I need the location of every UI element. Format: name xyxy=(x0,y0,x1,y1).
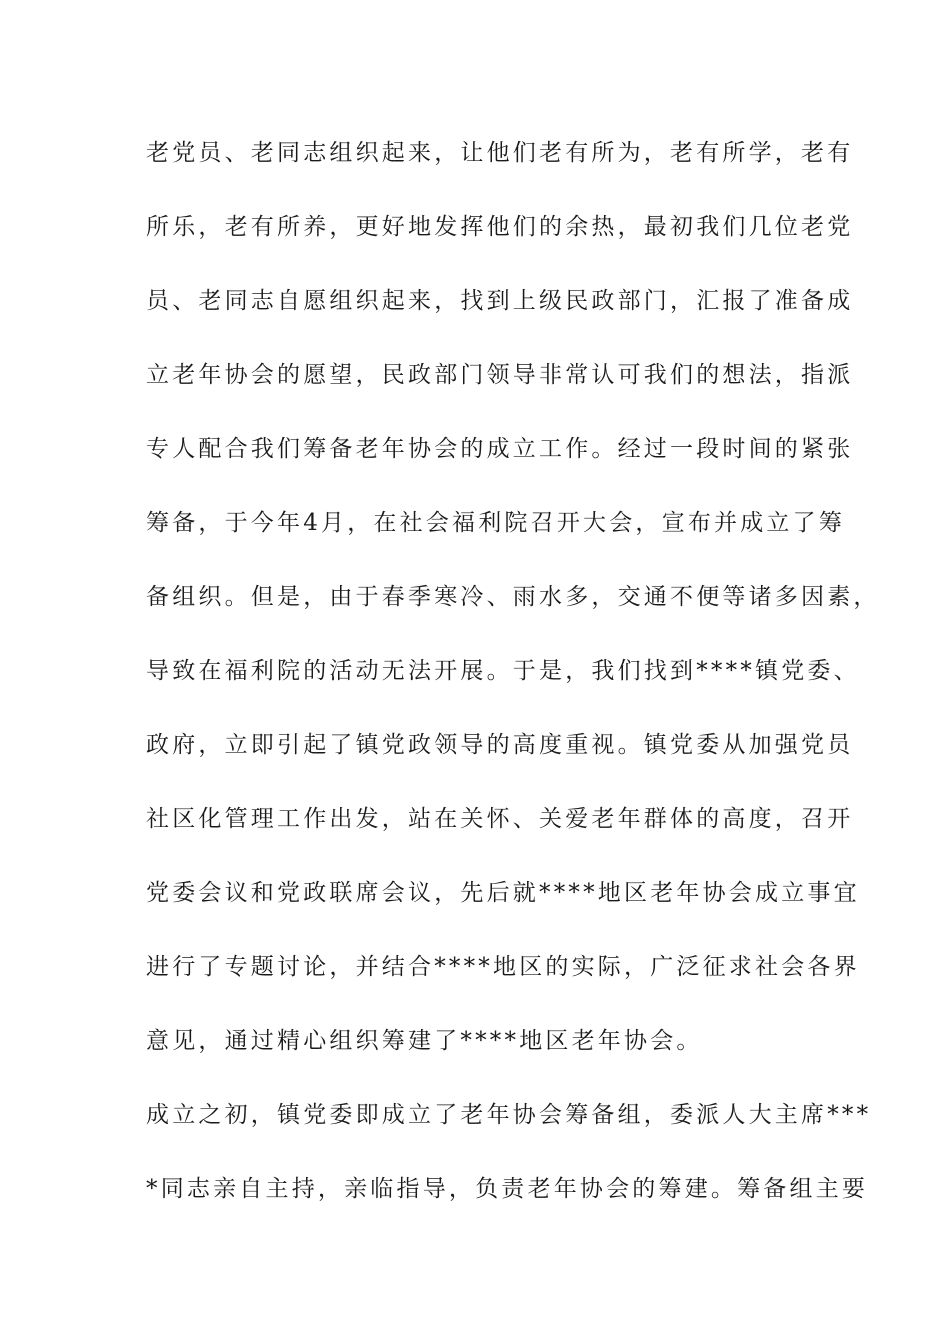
text-line: 进行了专题讨论，并结合****地区的实际，广泛征求社会各界 xyxy=(146,954,860,980)
text-line: 成立之初，镇党委即成立了老年协会筹备组，委派人大主席*** xyxy=(146,1102,872,1128)
text-line: 专人配合我们筹备老年协会的成立工作。经过一段时间的紧张 xyxy=(146,436,854,462)
text-line: 所乐，老有所养，更好地发挥他们的余热，最初我们几位老党 xyxy=(146,214,854,240)
text-line: 筹备，于今年4月，在社会福利院召开大会，宣布并成立了筹 xyxy=(146,510,846,536)
text-line: 老党员、老同志组织起来，让他们老有所为，老有所学，老有 xyxy=(146,140,854,166)
text-line: 政府，立即引起了镇党政领导的高度重视。镇党委从加强党员 xyxy=(146,732,854,758)
text-line: 党委会议和党政联席会议，先后就****地区老年协会成立事宜 xyxy=(146,880,860,906)
text-line: 社区化管理工作出发，站在关怀、关爱老年群体的高度，召开 xyxy=(146,806,854,832)
body-text xyxy=(146,128,880,1238)
text-line: 员、老同志自愿组织起来，找到上级民政部门，汇报了准备成 xyxy=(146,288,854,314)
text-line: 立老年协会的愿望，民政部门领导非常认可我们的想法，指派 xyxy=(146,362,854,388)
text-line: 导致在福利院的活动无法开展。于是，我们找到****镇党委、 xyxy=(146,658,860,684)
text-line: *同志亲自主持，亲临指导，负责老年协会的筹建。筹备组主要 xyxy=(146,1176,869,1202)
text-line: 意见，通过精心组织筹建了****地区老年协会。 xyxy=(146,1028,703,1054)
text-line: 备组织。但是，由于春季寒冷、雨水多，交通不便等诸多因素， xyxy=(146,584,880,610)
